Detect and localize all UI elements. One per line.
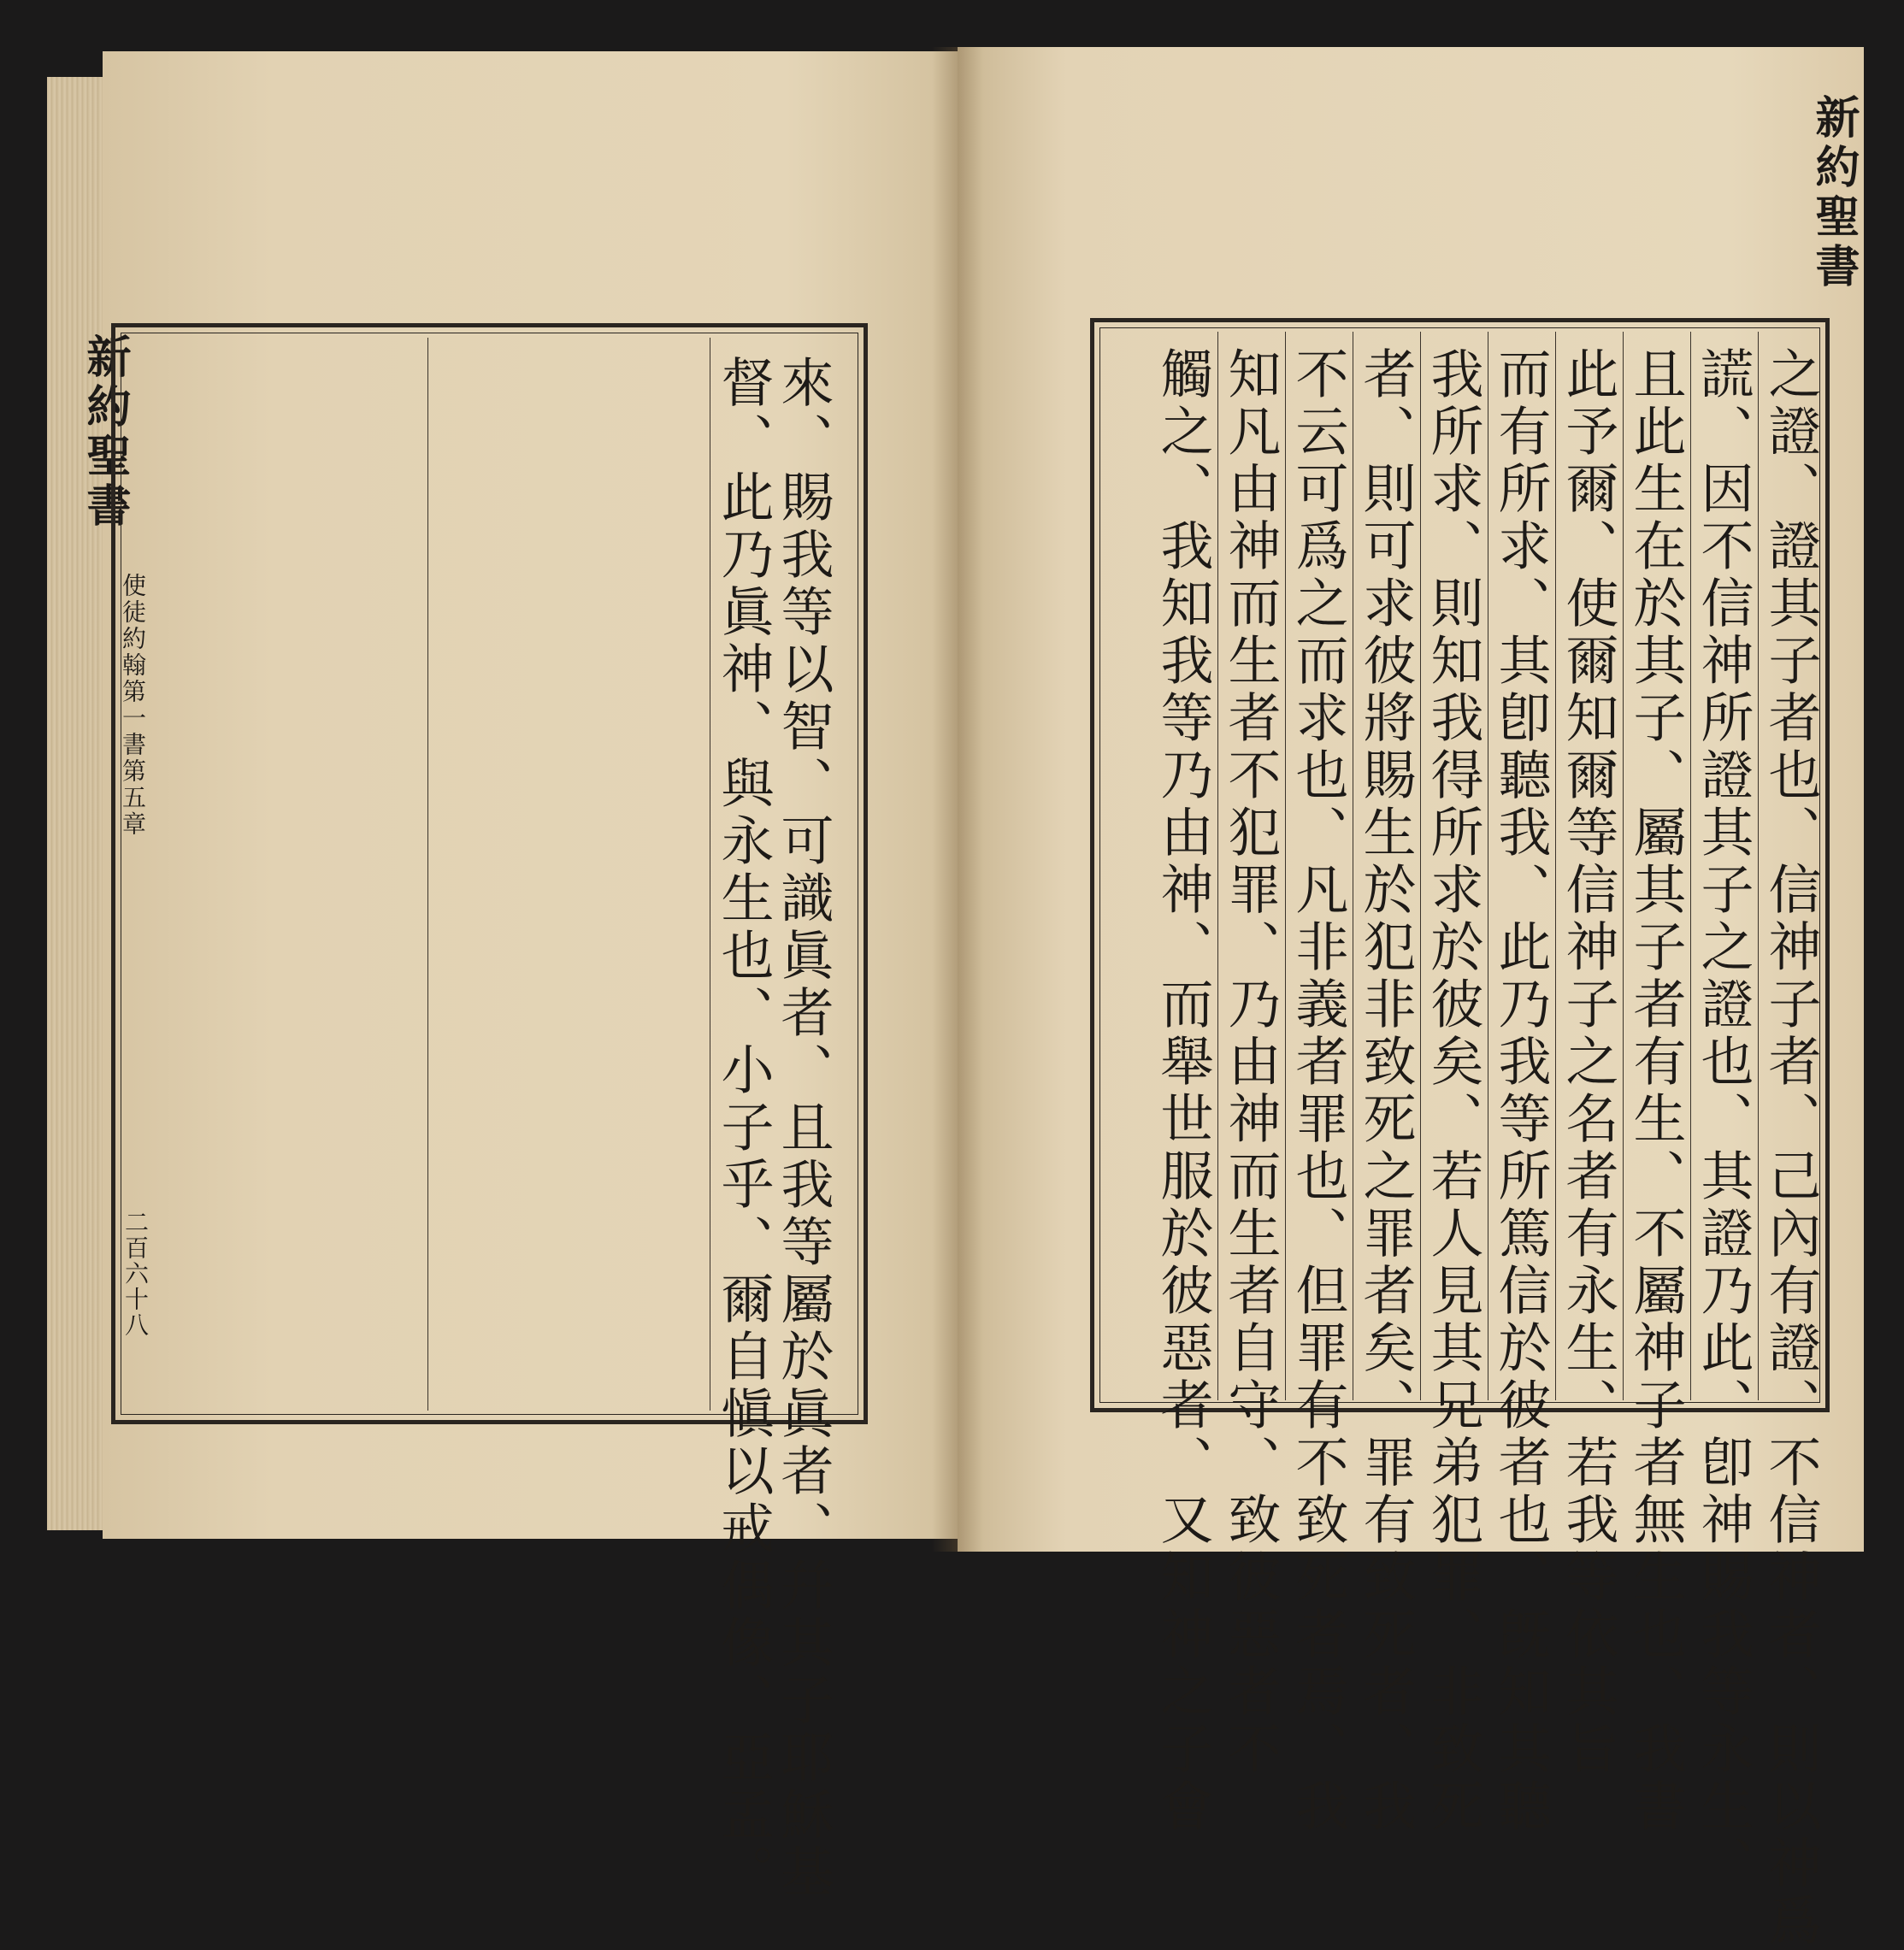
left-margin-title: 新約聖書 bbox=[79, 333, 131, 532]
right-text-column-2: 謊、因不信神所證其子之證也、其證乃此、卽神賜我等永生、 bbox=[1692, 346, 1754, 1893]
right-text-column-6: 我所求、則知我得所求於彼矣、若人見其兄弟犯罪、非致死 bbox=[1422, 346, 1484, 1835]
right-text-column-4: 此予爾、使爾知爾等信神子之名者有永生、若我等依其旨 bbox=[1557, 346, 1619, 1778]
column-rule bbox=[1217, 332, 1218, 1400]
right-text-column-3: 且此生在於其子、屬其子者有生、不屬神子者無生也、我書 bbox=[1624, 346, 1687, 1835]
right-text-column-5: 而有所求、其卽聽我、此乃我等所篤信於彼者也、旣知其聽 bbox=[1489, 346, 1552, 1835]
right-text-column-7: 者、則可求彼將賜生於犯非致死之罪者矣、罪有致死者、我 bbox=[1354, 346, 1417, 1835]
book-page-edges bbox=[47, 77, 107, 1530]
left-text-column-2: 督、此乃眞神、與永生也、小子乎、爾自愼以戒偶像、亞孟。 bbox=[712, 355, 775, 1901]
right-text-column-8: 不云可爲之而求也、凡非義者罪也、但罪有不致死者焉、我 bbox=[1287, 346, 1349, 1835]
right-text-column-9: 知凡由神而生者不犯罪、乃由神而生者自守、致彼惡者不 bbox=[1219, 346, 1282, 1778]
column-rule bbox=[1690, 332, 1691, 1400]
left-text-column-1: 來、賜我等以智、可識眞者、且我等屬於眞者、幷其子耶穌基 bbox=[772, 355, 834, 1901]
left-margin-chapter: 使徒約翰第一書第五章 bbox=[119, 573, 147, 838]
column-rule bbox=[1623, 332, 1624, 1400]
column-rule bbox=[1285, 332, 1286, 1400]
column-rule bbox=[427, 338, 428, 1411]
right-text-column-1: 之證、證其子者也、信神子者、己內有證、不信神者、則以神爲 bbox=[1760, 346, 1822, 1950]
left-margin-page-number: 二百六十八 bbox=[121, 1210, 150, 1338]
column-rule bbox=[1420, 332, 1421, 1400]
right-margin-title: 新約聖書 bbox=[1807, 94, 1860, 292]
right-text-column-10: 觸之、我知我等乃由神、而舉世服於彼惡者、又知神之子會 bbox=[1152, 346, 1214, 1835]
column-rule bbox=[1555, 332, 1556, 1400]
book-gutter bbox=[932, 47, 983, 1552]
column-rule bbox=[1758, 332, 1759, 1400]
